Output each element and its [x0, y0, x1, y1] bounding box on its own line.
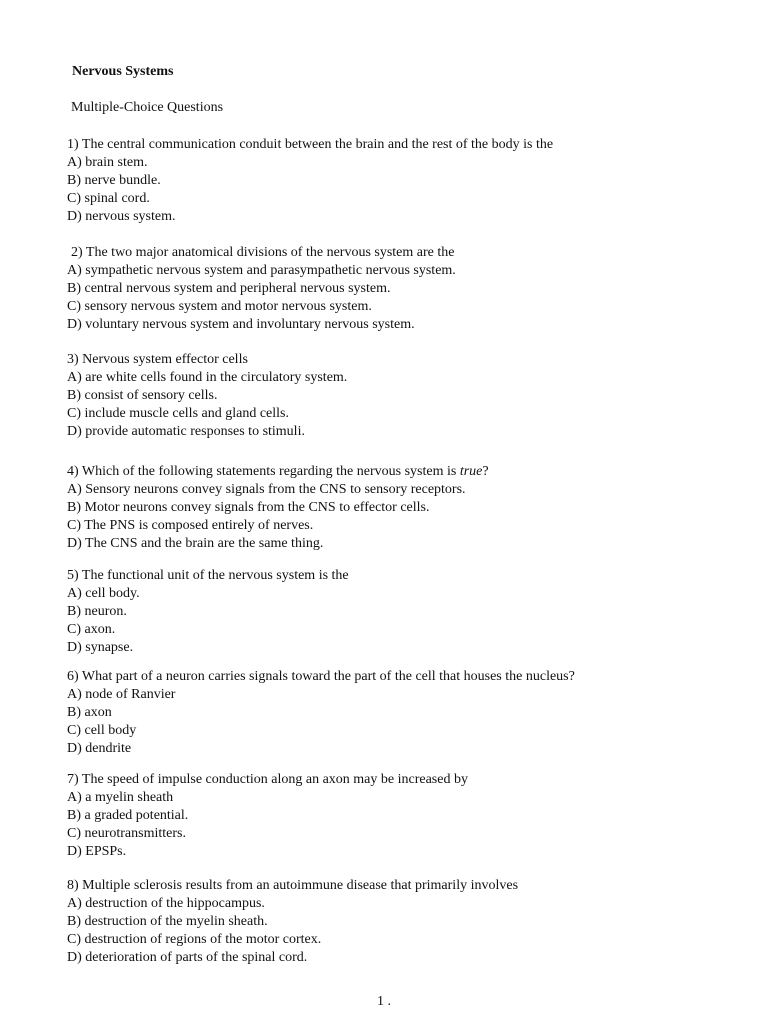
question-stem: 2) The two major anatomical divisions of the nervous system are the: [71, 245, 455, 260]
stem-text: 4) Which of the following statements regarding the nervous system is: [67, 464, 460, 479]
option-b: B) nerve bundle.: [67, 173, 161, 188]
option-d: D) deterioration of parts of the spinal cord.: [67, 950, 308, 965]
option-c: C) cell body: [67, 723, 137, 738]
option-b: B) consist of sensory cells.: [67, 388, 218, 403]
option-c: C) include muscle cells and gland cells.: [67, 406, 289, 421]
option-d: D) EPSPs.: [67, 844, 127, 859]
option-d: D) synapse.: [67, 640, 134, 655]
option-c: C) destruction of regions of the motor cortex.: [67, 932, 322, 947]
option-a: A) cell body.: [67, 586, 140, 601]
question-stem: 3) Nervous system effector cells: [67, 352, 248, 367]
document-title: Nervous Systems: [72, 64, 174, 79]
question-2: [67, 244, 456, 334]
option-b: B) axon: [67, 705, 112, 720]
question-stem: [67, 463, 489, 481]
question-stem: 7) The speed of impulse conduction along an axon may be increased by: [67, 772, 468, 787]
question-5: [67, 567, 349, 657]
option-a: A) a myelin sheath: [67, 790, 174, 805]
option-c: C) axon.: [67, 622, 116, 637]
option-b: B) destruction of the myelin sheath.: [67, 914, 268, 929]
question-stem: 5) The functional unit of the nervous system is the: [67, 568, 349, 583]
option-a: A) destruction of the hippocampus.: [67, 896, 265, 911]
option-d: D) provide automatic responses to stimuli.: [67, 424, 305, 439]
section-heading: Multiple-Choice Questions: [71, 100, 224, 115]
option-c: C) neurotransmitters.: [67, 826, 186, 841]
option-d: D) The CNS and the brain are the same thing.: [67, 536, 324, 551]
option-a: A) Sensory neurons convey signals from the CNS to sensory receptors.: [67, 482, 466, 497]
option-b: B) central nervous system and peripheral nervous system.: [67, 281, 391, 296]
question-7: [67, 771, 468, 861]
option-c: C) sensory nervous system and motor nervous system.: [67, 299, 372, 314]
option-b: B) Motor neurons convey signals from the CNS to effector cells.: [67, 500, 430, 515]
option-b: B) neuron.: [67, 604, 127, 619]
question-stem: 1) The central communication conduit between the brain and the rest of the body is the: [67, 137, 554, 152]
question-3: [67, 351, 347, 441]
option-a: A) node of Ranvier: [67, 687, 176, 702]
option-c: C) spinal cord.: [67, 191, 150, 206]
question-8: [67, 877, 518, 967]
question-6: [67, 668, 575, 758]
question-stem: 6) What part of a neuron carries signals toward the part of the cell that houses the nucleus?: [67, 669, 575, 684]
option-b: B) a graded potential.: [67, 808, 189, 823]
question-stem: 8) Multiple sclerosis results from an autoimmune disease that primarily involves: [67, 878, 519, 893]
question-4: [67, 463, 489, 553]
option-d: D) voluntary nervous system and involuntary nervous system.: [67, 317, 415, 332]
option-a: A) sympathetic nervous system and parasympathetic nervous system.: [67, 263, 456, 278]
option-a: A) are white cells found in the circulatory system.: [67, 370, 348, 385]
stem-end: ?: [482, 464, 489, 479]
question-1: [67, 136, 553, 226]
option-d: D) nervous system.: [67, 209, 176, 224]
option-a: A) brain stem.: [67, 155, 148, 170]
page-number: 1 .: [377, 994, 391, 1009]
stem-emphasis: true: [459, 464, 483, 479]
option-c: C) The PNS is composed entirely of nerves.: [67, 518, 314, 533]
option-d: D) dendrite: [67, 741, 132, 756]
